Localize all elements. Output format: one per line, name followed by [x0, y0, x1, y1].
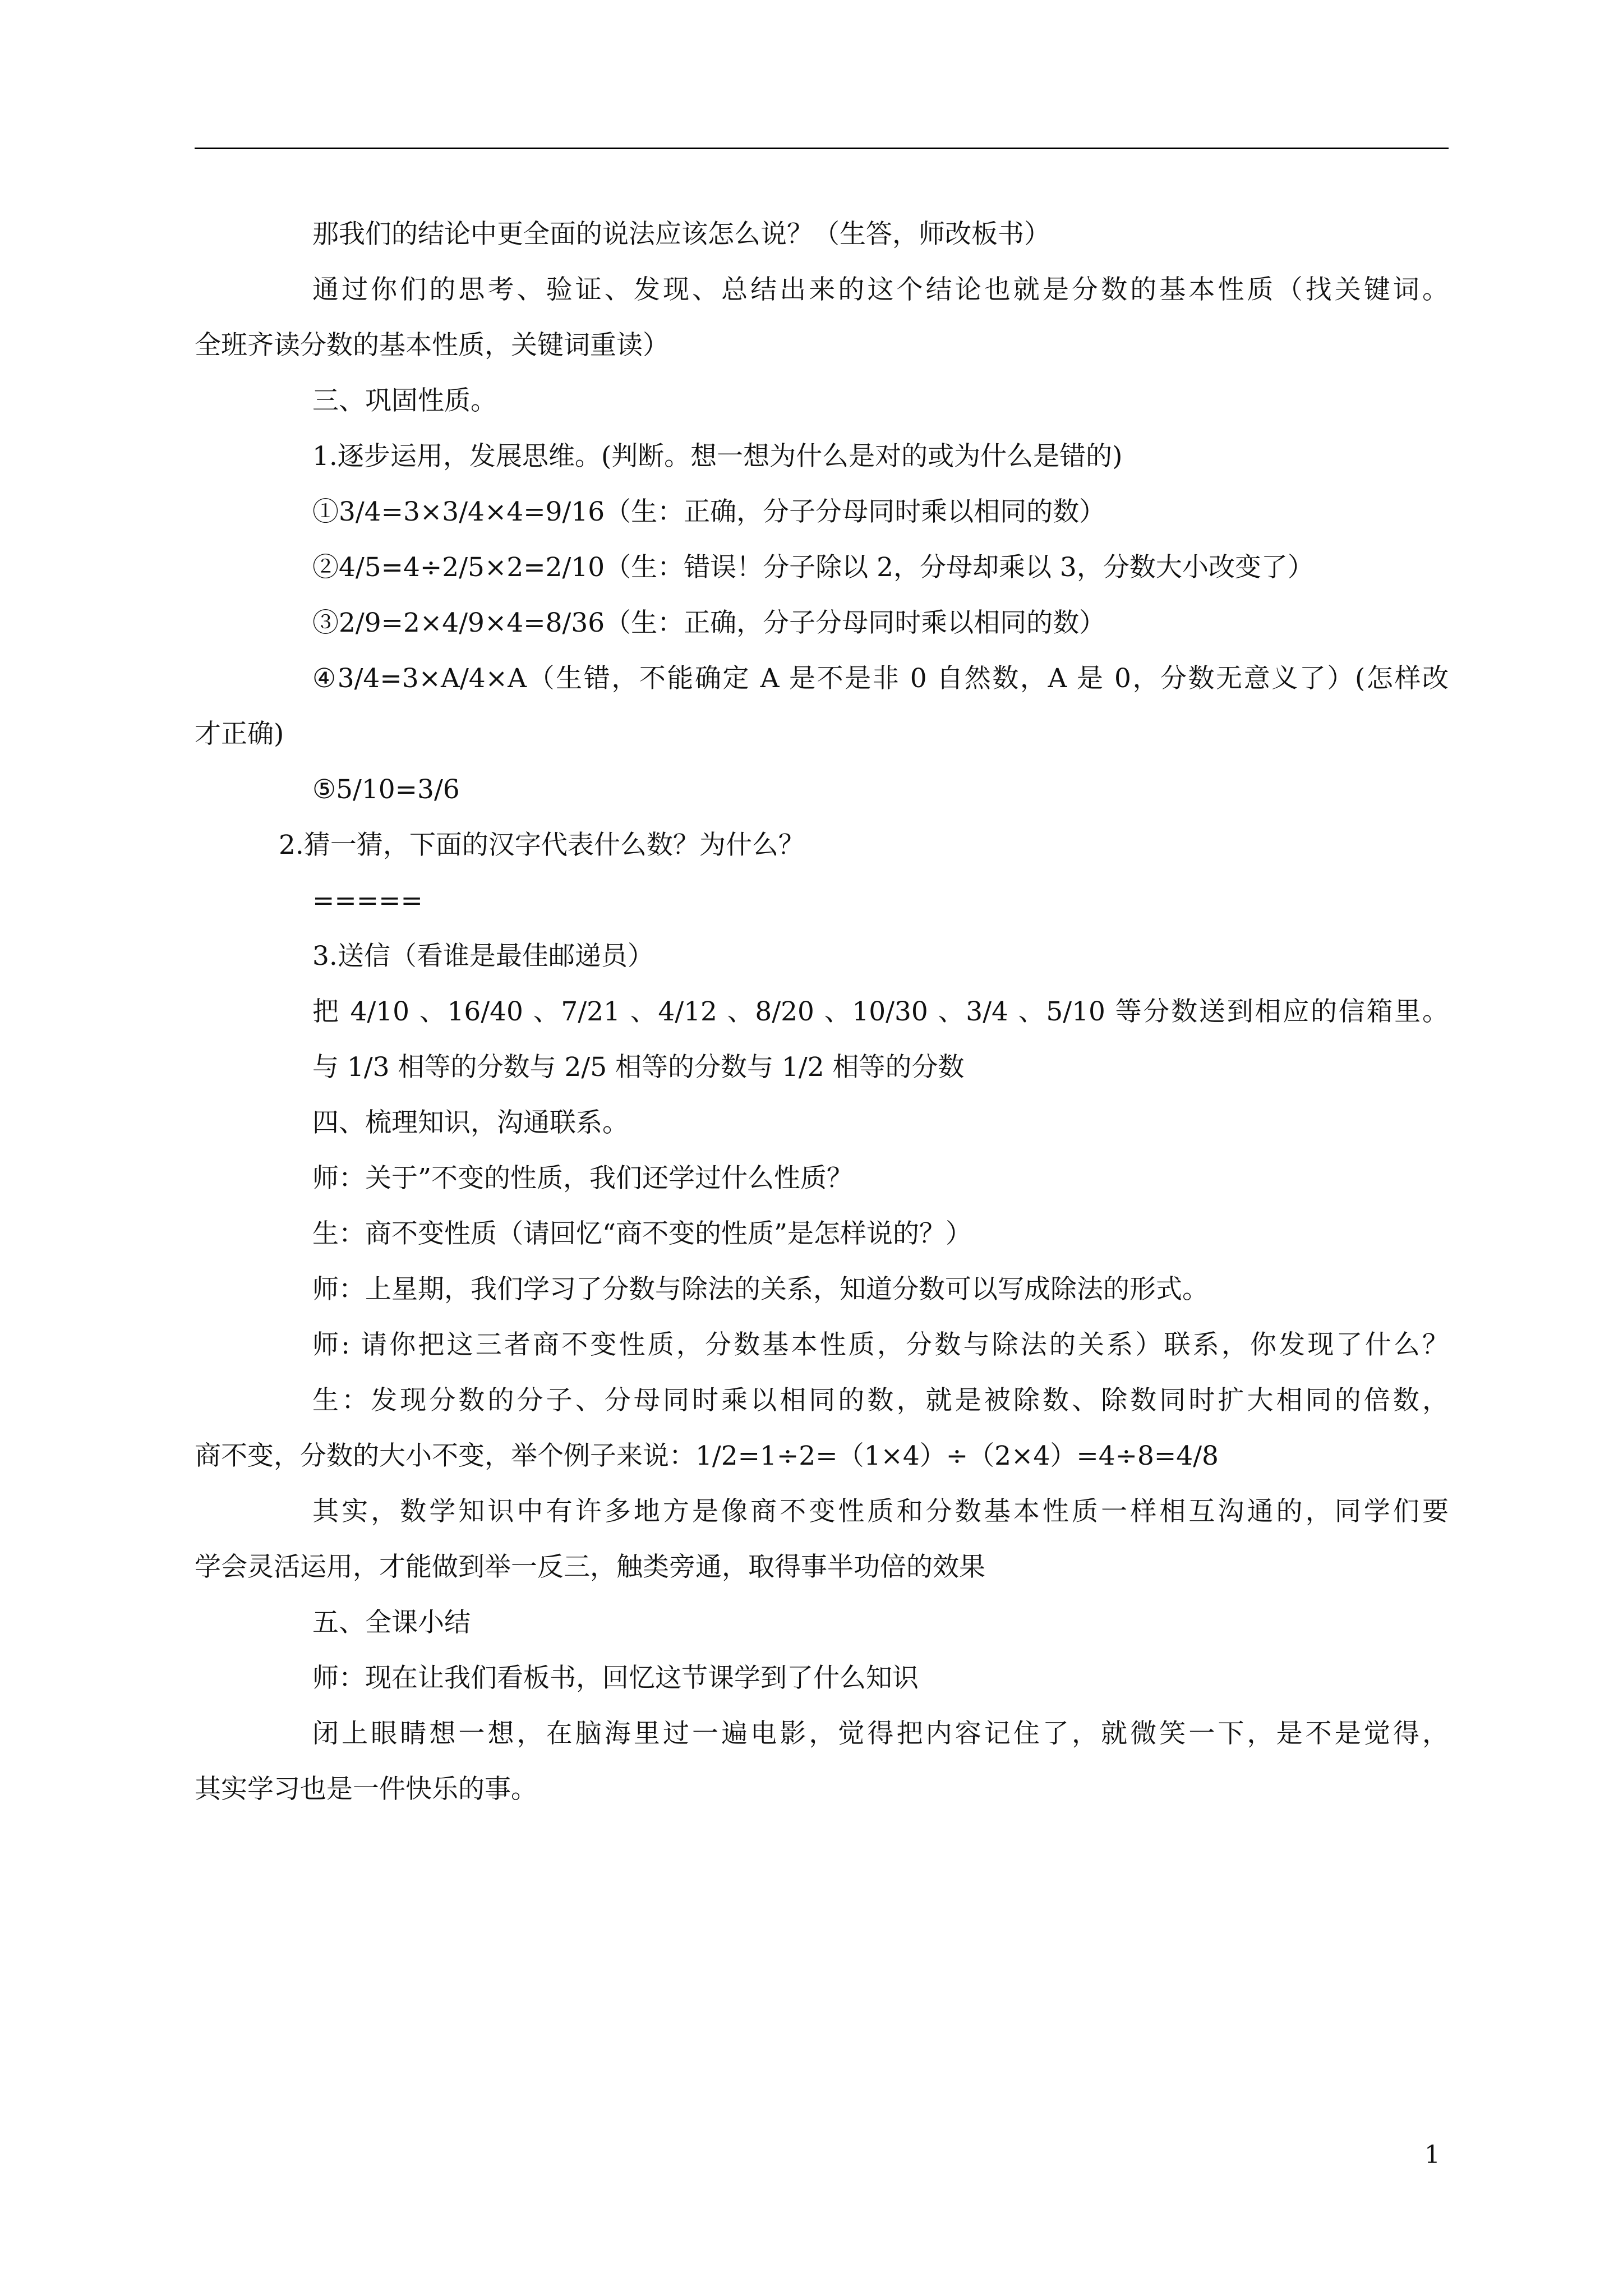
document-body	[195, 206, 1449, 1817]
exercise-item: ④3/4=3×A/4×A（生错，不能确定 A 是不是非 0 自然数，A 是 0，分数无意义了）(怎样改	[312, 663, 1449, 694]
paragraph-line: 商不变，分数的大小不变，举个例子来说：1/2=1÷2=（1×4）÷（2×4）=4÷8=4/8	[195, 1441, 1219, 1471]
dialogue-line: 师：关于”不变的性质，我们还学过什么性质？	[312, 1163, 854, 1194]
paragraph-line: 全班齐读分数的基本性质，关键词重读）	[195, 330, 669, 361]
exercise-item: ②4/5=4÷2/5×2=2/10（生：错误！分子除以 2，分母却乘以 3，分数大小改变了）	[312, 552, 1314, 583]
dialogue-line: 生：发现分数的分子、分母同时乘以相同的数，就是被除数、除数同时扩大相同的倍数，	[312, 1385, 1449, 1416]
section-heading: 五、全课小结	[312, 1607, 471, 1638]
paragraph-line: 把 4/10 、16/40 、7/21 、4/12 、8/20 、10/30 、3/4 、5/10 等分数送到相应的信箱里。	[312, 996, 1449, 1027]
paragraph-line: 通过你们的思考、验证、发现、总结出来的这个结论也就是分数的基本性质（找关键词。	[312, 274, 1449, 305]
exercise-heading: 3.送信（看谁是最佳邮递员）	[312, 941, 654, 972]
dialogue-line: 师：现在让我们看板书，回忆这节课学到了什么知识	[312, 1663, 919, 1694]
exercise-item: ①3/4=3×3/4×4=9/16（生：正确，分子分母同时乘以相同的数）	[312, 496, 1106, 527]
exercise-heading: 1.逐步运用，发展思维。(判断。想一想为什么是对的或为什么是错的)	[312, 441, 1123, 472]
dialogue-line: 师: 请你把这三者商不变性质，分数基本性质，分数与除法的关系）联系，你发现了什么？	[312, 1329, 1449, 1360]
paragraph-line: 才正确)	[195, 719, 284, 749]
exercise-item: ⑤5/10=3/6	[312, 774, 460, 805]
paragraph-line: 闭上眼睛想一想，在脑海里过一遍电影，觉得把内容记住了，就微笑一下，是不是觉得，	[312, 1718, 1449, 1749]
placeholder-line: =====	[312, 885, 423, 916]
page-number: 1	[1424, 2141, 1440, 2169]
paragraph-line: 其实学习也是一件快乐的事。	[195, 1774, 537, 1805]
paragraph-line: 其实，数学知识中有许多地方是像商不变性质和分数基本性质一样相互沟通的，同学们要	[312, 1496, 1449, 1527]
paragraph-line: 学会灵活运用，才能做到举一反三，触类旁通，取得事半功倍的效果	[195, 1552, 985, 1582]
section-heading: 三、巩固性质。	[312, 385, 497, 416]
section-heading: 四、梳理知识，沟通联系。	[312, 1107, 629, 1138]
dialogue-line: 师：上星期，我们学习了分数与除法的关系，知道分数可以写成除法的形式。	[312, 1274, 1209, 1305]
exercise-item: ③2/9=2×4/9×4=8/36（生：正确，分子分母同时乘以相同的数）	[312, 608, 1106, 638]
dialogue-line: 生：商不变性质（请回忆“商不变的性质”是怎样说的？）	[312, 1218, 972, 1249]
exercise-heading: 2.猜一猜，下面的汉字代表什么数？为什么？	[279, 830, 805, 861]
paragraph-line: 与 1/3 相等的分数与 2/5 相等的分数与 1/2 相等的分数	[312, 1052, 965, 1083]
paragraph-line: 那我们的结论中更全面的说法应该怎么说？（生答，师改板书）	[312, 219, 1050, 250]
header-rule	[195, 148, 1449, 149]
